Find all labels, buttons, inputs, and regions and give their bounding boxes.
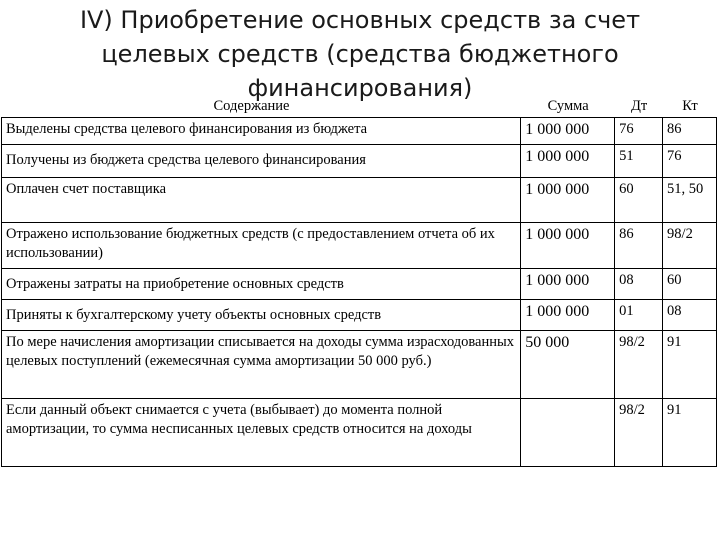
header-debit: Дт bbox=[615, 91, 663, 118]
table-row bbox=[2, 331, 717, 399]
row-debit: 08 bbox=[615, 269, 663, 300]
row-credit: 86 bbox=[663, 118, 717, 145]
table-row bbox=[2, 178, 717, 223]
table-row bbox=[2, 223, 717, 269]
row-amount: 1 000 000 bbox=[521, 300, 615, 331]
row-content: Оплачен счет поставщика bbox=[2, 178, 521, 223]
header-content: Содержание bbox=[2, 91, 521, 118]
table-header-row bbox=[2, 91, 717, 118]
row-debit: 51 bbox=[615, 145, 663, 178]
header-amount: Сумма bbox=[521, 91, 615, 118]
table-row bbox=[2, 269, 717, 300]
row-credit: 60 bbox=[663, 269, 717, 300]
row-amount: 1 000 000 bbox=[521, 118, 615, 145]
row-credit: 08 bbox=[663, 300, 717, 331]
row-amount: 1 000 000 bbox=[521, 223, 615, 269]
table-row bbox=[2, 399, 717, 467]
slide-title: IV) Приобретение основных средств за счет целевых средств (средства бюджетного финансирования) bbox=[79, 6, 641, 102]
row-amount: 1 000 000 bbox=[521, 269, 615, 300]
row-amount: 1 000 000 bbox=[521, 178, 615, 223]
row-content: Если данный объект снимается с учета (выбывает) до момента полной амортизации, то сумма несписанных целевых средств относится на доходы bbox=[2, 399, 521, 467]
row-content: По мере начисления амортизации списывается на доходы сумма израсходованных целевых поступлений (ежемесячная сумма амортизации 50 000 руб.) bbox=[2, 331, 521, 399]
header-credit: Кт bbox=[663, 91, 717, 118]
row-content: Получены из бюджета средства целевого финансирования bbox=[2, 145, 521, 178]
row-content: Приняты к бухгалтерскому учету объекты основных средств bbox=[2, 300, 521, 331]
row-amount: 1 000 000 bbox=[521, 145, 615, 178]
row-content: Выделены средства целевого финансирования из бюджета bbox=[2, 118, 521, 145]
row-credit: 98/2 bbox=[663, 223, 717, 269]
row-amount: 50 000 bbox=[521, 331, 615, 399]
row-credit: 76 bbox=[663, 145, 717, 178]
accounting-entries-table bbox=[1, 91, 717, 467]
row-content: Отражены затраты на приобретение основных средств bbox=[2, 269, 521, 300]
row-debit: 98/2 bbox=[615, 399, 663, 467]
row-debit: 76 bbox=[615, 118, 663, 145]
row-credit: 91 bbox=[663, 399, 717, 467]
table-row bbox=[2, 118, 717, 145]
row-debit: 60 bbox=[615, 178, 663, 223]
row-credit: 51, 50 bbox=[663, 178, 717, 223]
table-row bbox=[2, 300, 717, 331]
row-debit: 01 bbox=[615, 300, 663, 331]
row-debit: 98/2 bbox=[615, 331, 663, 399]
table-row bbox=[2, 145, 717, 178]
row-amount bbox=[521, 399, 615, 467]
row-credit: 91 bbox=[663, 331, 717, 399]
row-content: Отражено использование бюджетных средств (с предоставлением отчета об их использовании) bbox=[2, 223, 521, 269]
row-debit: 86 bbox=[615, 223, 663, 269]
